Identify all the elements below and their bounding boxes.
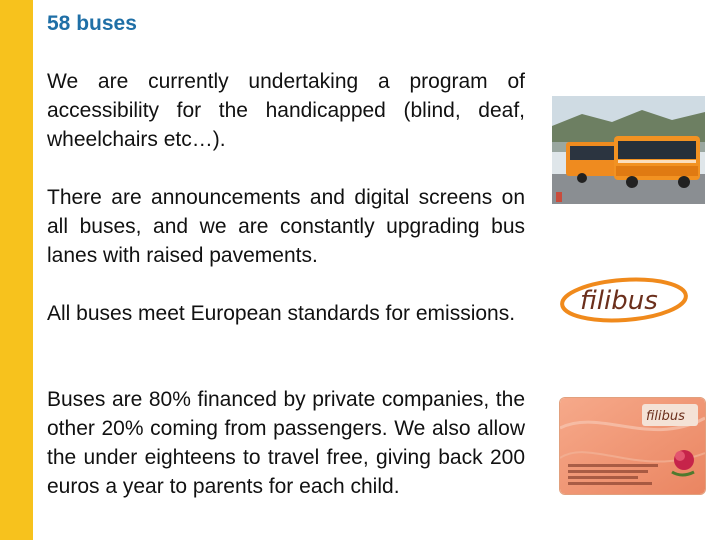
paragraph-announcements: There are announcements and digital screens on all buses, and we are constantly upgrading bus lanes with raised pavements. <box>47 186 525 267</box>
bus-photo <box>552 96 705 204</box>
accent-bar <box>0 0 33 540</box>
svg-text:filibus: filibus <box>646 409 685 424</box>
filibus-logo <box>560 276 710 324</box>
transport-card <box>560 398 705 494</box>
slide-title: 58 buses <box>47 12 137 35</box>
paragraph-emissions: All buses meet European standards for emissions. <box>47 302 516 325</box>
svg-text:filibus: filibus <box>580 286 658 316</box>
paragraph-financing: Buses are 80% financed by private companies, the other 20% coming from passengers. We also allow the under eighteens to travel free, giving back 200 euros a year to parents for each child. <box>47 388 525 498</box>
paragraph-accessibility: We are currently undertaking a program of accessibility for the handicapped (blind, deaf, wheelchairs etc…). <box>47 70 525 151</box>
